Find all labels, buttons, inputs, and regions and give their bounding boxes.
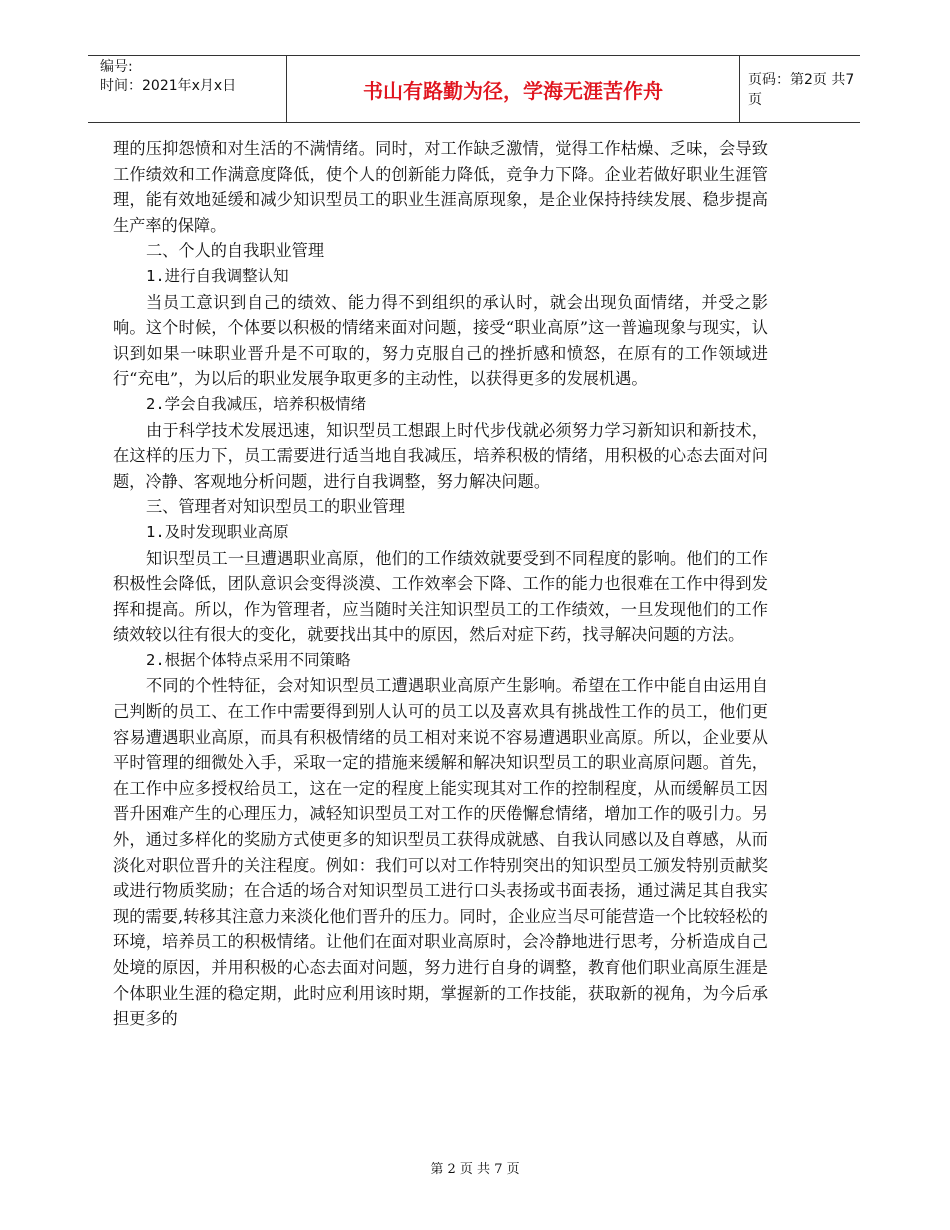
body-paragraph: 当员工意识到自己的绩效、能力得不到组织的承认时，就会出现负面情绪，并受之影响。这个时候，个体要以积极的情绪来面对问题，接受“职业高原”这一普遍现象与现实，认识到如果一味职业晋升是不可取的，努力克服自己的挫折感和愤怒，在原有的工作领域进行“充电”，为以后的职业发展争取更多的主动性，以获得更多的发展机遇。 [113, 292, 768, 389]
document-time-label: 时间：2021年x月x日 [100, 78, 237, 94]
subsection-heading: 1.进行自我调整认知 [146, 266, 289, 285]
body-paragraph: 理的压抑怨愤和对生活的不满情绪。同时，对工作缺乏激情，觉得工作枯燥、乏味，会导致工作绩效和工作满意度降低，使个人的创新能力降低，竞争力下降。企业若做好职业生涯管理，能有效地延缓和减少知识型员工的职业生涯高原现象，是企业保持持续发展、稳步提高生产率的保障。 [113, 139, 768, 235]
body-paragraph: 知识型员工一旦遭遇职业高原，他们的工作绩效就要受到不同程度的影响。他们的工作积极性会降低，团队意识会变得淡漠、工作效率会下降、工作的能力也很难在工作中得到发挥和提高。所以，作为管理者，应当随时关注知识型员工的工作绩效，一旦发现他们的工作绩效较以往有很大的变化，就要找出其中的原因，然后对症下药，找寻解决问题的方法。 [113, 548, 768, 645]
body-paragraph: 由于科学技术发展迅速，知识型员工想跟上时代步伐就必须努力学习新知识和新技术，在这样的压力下，员工需要进行适当地自我减压，培养积极的情绪，用积极的心态去面对问题，冷静、客观地分析问题，进行自我调整，努力解决问题。 [113, 420, 768, 491]
section-heading: 三、管理者对知识型员工的职业管理 [146, 497, 405, 517]
subsection-heading: 2.根据个体特点采用不同策略 [146, 650, 351, 669]
header-motto: 书山有路勤为径，学海无涯苦作舟 [286, 56, 740, 122]
subsection-heading: 1.及时发现职业高原 [146, 522, 289, 541]
section-heading: 二、个人的自我职业管理 [146, 241, 325, 261]
header-page-info: 页码：第2页 共7页 [748, 72, 855, 108]
document-body [113, 136, 768, 1032]
header-info [100, 58, 286, 120]
body-paragraph: 不同的个性特征，会对知识型员工遭遇职业高原产生影响。希望在工作中能自由运用自己判断的员工、在工作中需要得到别人认可的员工以及喜欢具有挑战性工作的员工，他们更容易遭遇职业高原，而具有积极情绪的员工相对来说不容易遭遇职业高原。所以，企业要从平时管理的细微处入手，采取一定的措施来缓解和解决知识型员工的职业高原问题。首先，在工作中应多授权给员工，这在一定的程度上能实现其对工作的控制程度，从而缓解员工因晋升困难产生的心理压力，减轻知识型员工对工作的厌倦懈怠情绪，增加工作的吸引力。另外，通过多样化的奖励方式使更多的知识型员工获得成就感、自我认同感以及自尊感，从而淡化对职位晋升的关注程度。例如：我们可以对工作特别突出的知识型员工颁发特别贡献奖或进行物质奖励；在合适的场合对知识型员工进行口头表扬或书面表扬，通过满足其自我实现的需要,转移其注意力来淡化他们晋升的压力。同时，企业应当尽可能营造一个比较轻松的环境，培养员工的积极情绪。让他们在面对职业高原时，会冷静地进行思考，分析造成自己处境的原因，并用积极的心态去面对问题，努力进行自身的调整，教育他们职业高原生涯是个体职业生涯的稳定期，此时应利用该时期，掌握新的工作技能，获取新的视角，为今后承担更多的 [113, 676, 768, 1029]
subsection-heading: 2.学会自我减压，培养积极情绪 [146, 394, 367, 413]
page-footer: 第 2 页 共 7 页 [430, 1162, 520, 1177]
document-number-label: 编号: [100, 59, 133, 75]
page-header [88, 55, 860, 123]
